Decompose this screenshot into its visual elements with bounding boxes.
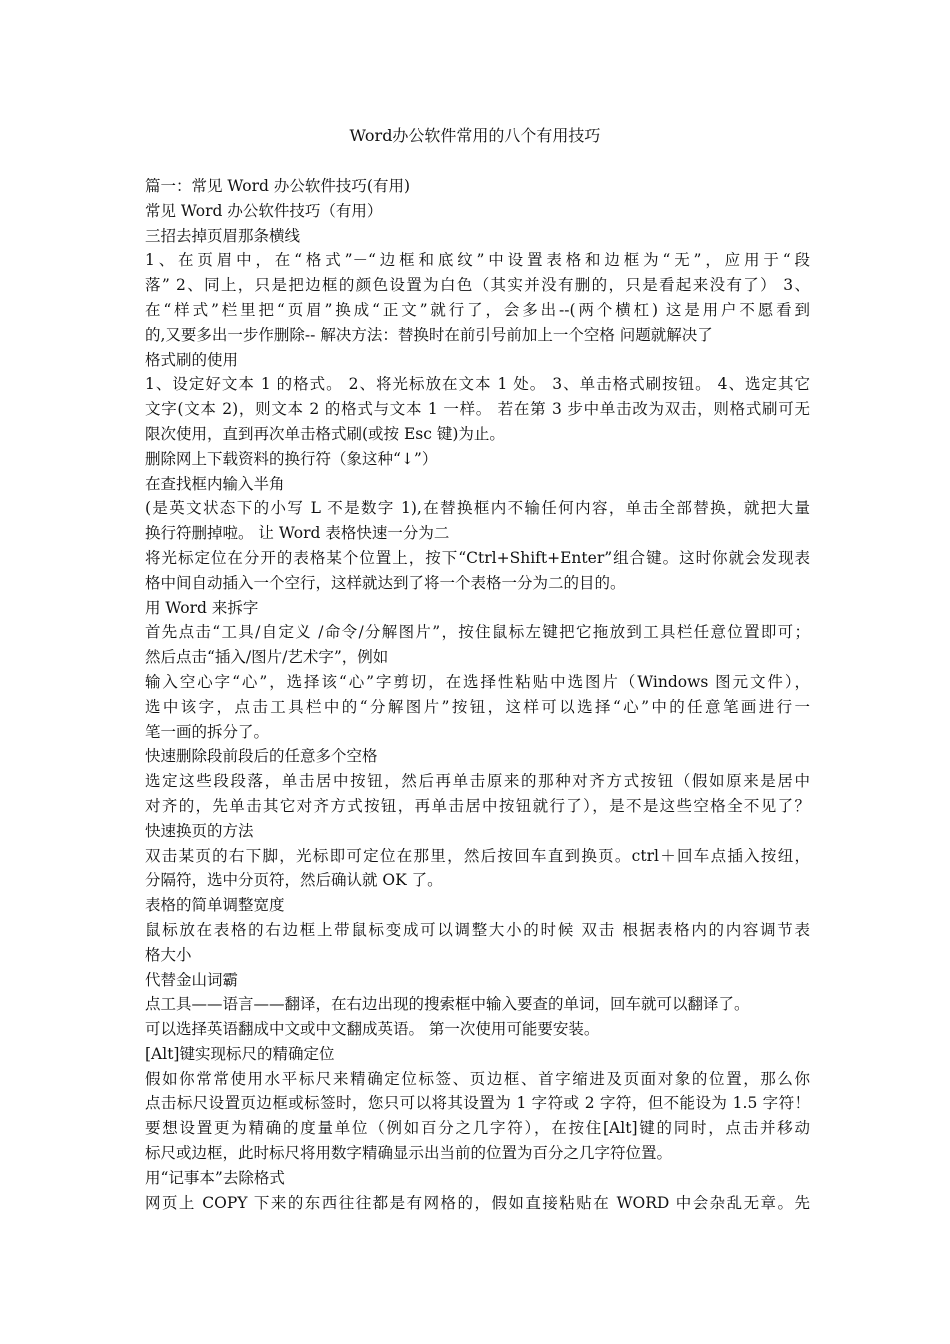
text-line: 笔一画的拆分了。	[145, 722, 270, 741]
text-line: 格式刷的使用	[145, 350, 239, 369]
text-line: 分隔符，选中分页符，然后确认就 OK 了。	[145, 871, 443, 890]
text-line: 格大小	[145, 945, 192, 964]
document-title: Word办公软件常用的八个有用技巧	[349, 126, 601, 145]
text-line: 选定这些段段落，单击居中按钮，然后再单击原来的那种对齐方式按钮（假如原来是居中	[145, 772, 810, 791]
text-line: 常见 Word 办公软件技巧（有用）	[145, 201, 383, 220]
text-line: 点工具——语言——翻译，在右边出现的搜索框中输入要查的单词，回车就可以翻译了。	[145, 995, 750, 1014]
text-line: 快速删除段前段后的任意多个空格	[145, 747, 378, 766]
text-line: 限次使用，直到再次单击格式刷(或按 Esc 键)为止。	[145, 424, 505, 443]
text-line: 输入空心字“心”，选择该“心”字剪切，在选择性粘贴中选图片（Windows 图元文件），	[145, 672, 810, 691]
text-line: 文字(文本 2)，则文本 2 的格式与文本 1 一样。 若在第 3 步中单击改为双击，则格式刷可无	[145, 400, 810, 419]
text-line: [Alt]键实现标尺的精确定位	[145, 1044, 335, 1063]
text-line: 格中间自动插入一个空行，这样就达到了将一个表格一分为二的目的。	[145, 573, 626, 592]
text-line: 选中该字，点击工具栏中的“分解图片”按钮，这样可以选择“心”中的任意笔画进行一	[145, 697, 810, 716]
text-line: 点击标尺设置页边框或标签时，您只可以将其设置为 1 字符或 2 字符，但不能设为 1.5 字符！	[145, 1094, 810, 1113]
text-line: 用“记事本”去除格式	[145, 1168, 285, 1187]
text-line: 代替金山词霸	[145, 970, 239, 989]
text-line: 用 Word 来拆字	[145, 598, 259, 617]
text-line: (是英文状态下的小写 L 不是数字 1),在替换框内不输任何内容，单击全部替换，就把大量	[145, 499, 810, 518]
document-body	[145, 174, 810, 1215]
text-line: 表格的简单调整宽度	[145, 896, 285, 915]
text-line: 1、在页眉中，在“格式”－“边框和底纹”中设置表格和边框为“无”，应用于“段	[145, 251, 810, 270]
text-line: 鼠标放在表格的右边框上带鼠标变成可以调整大小的时候 双击 根据表格内的内容调节表	[145, 920, 810, 939]
text-line: 假如你常常使用水平标尺来精确定位标签、页边框、首字缩进及页面对象的位置，那么你	[145, 1069, 810, 1088]
text-line: 在查找框内输入半角	[145, 474, 285, 493]
text-line: 标尺或边框，此时标尺将用数字精确显示出当前的位置为百分之几字符位置。	[145, 1144, 673, 1163]
text-line: 三招去掉页眉那条横线	[145, 226, 301, 245]
text-line: 换行符删掉啦。 让 Word 表格快速一分为二	[145, 524, 450, 543]
text-line: 的,又要多出一步作删除-- 解决方法：替换时在前引号前加上一个空格 问题就解决了	[145, 325, 713, 344]
text-line: 落” 2、同上，只是把边框的颜色设置为白色（其实并没有删的，只是看起来没有了） 3、	[145, 276, 810, 295]
text-line: 可以选择英语翻成中文或中文翻成英语。 第一次使用可能要安装。	[145, 1020, 600, 1039]
text-line: 将光标定位在分开的表格某个位置上，按下“Ctrl+Shift+Enter”组合键。这时你就会发现表	[145, 548, 810, 567]
text-line: 双击某页的右下脚，光标即可定位在那里，然后按回车直到换页。ctrl＋回车点插入按纽，	[145, 846, 810, 865]
text-line: 快速换页的方法	[145, 821, 254, 840]
text-line: 首先点击“工具/自定义 /命令/分解图片”，按住鼠标左键把它拖放到工具栏任意位置即可；	[145, 623, 810, 642]
text-line: 网页上 COPY 下来的东西往往都是有网格的，假如直接粘贴在 WORD 中会杂乱无章。先	[145, 1193, 810, 1212]
text-line: 在“样式”栏里把“页眉”换成“正文”就行了，会多出--(两个横杠) 这是用户不愿看到	[145, 300, 810, 319]
text-line: 然后点击“插入/图片/艺术字”，例如	[145, 648, 389, 667]
text-line: 1、设定好文本 1 的格式。 2、将光标放在文本 1 处。 3、单击格式刷按钮。 4、选定其它	[145, 375, 810, 394]
text-line: 对齐的，先单击其它对齐方式按钮，再单击居中按钮就行了），是不是这些空格全不见了？	[145, 796, 810, 815]
text-line: 篇一：常见 Word 办公软件技巧(有用)	[145, 177, 410, 195]
text-line: 删除网上下载资料的换行符（象这种“↓”）	[145, 449, 438, 468]
text-line: 要想设置更为精确的度量单位（例如百分之几字符），在按住[Alt]键的同时，点击并移动	[145, 1119, 810, 1138]
